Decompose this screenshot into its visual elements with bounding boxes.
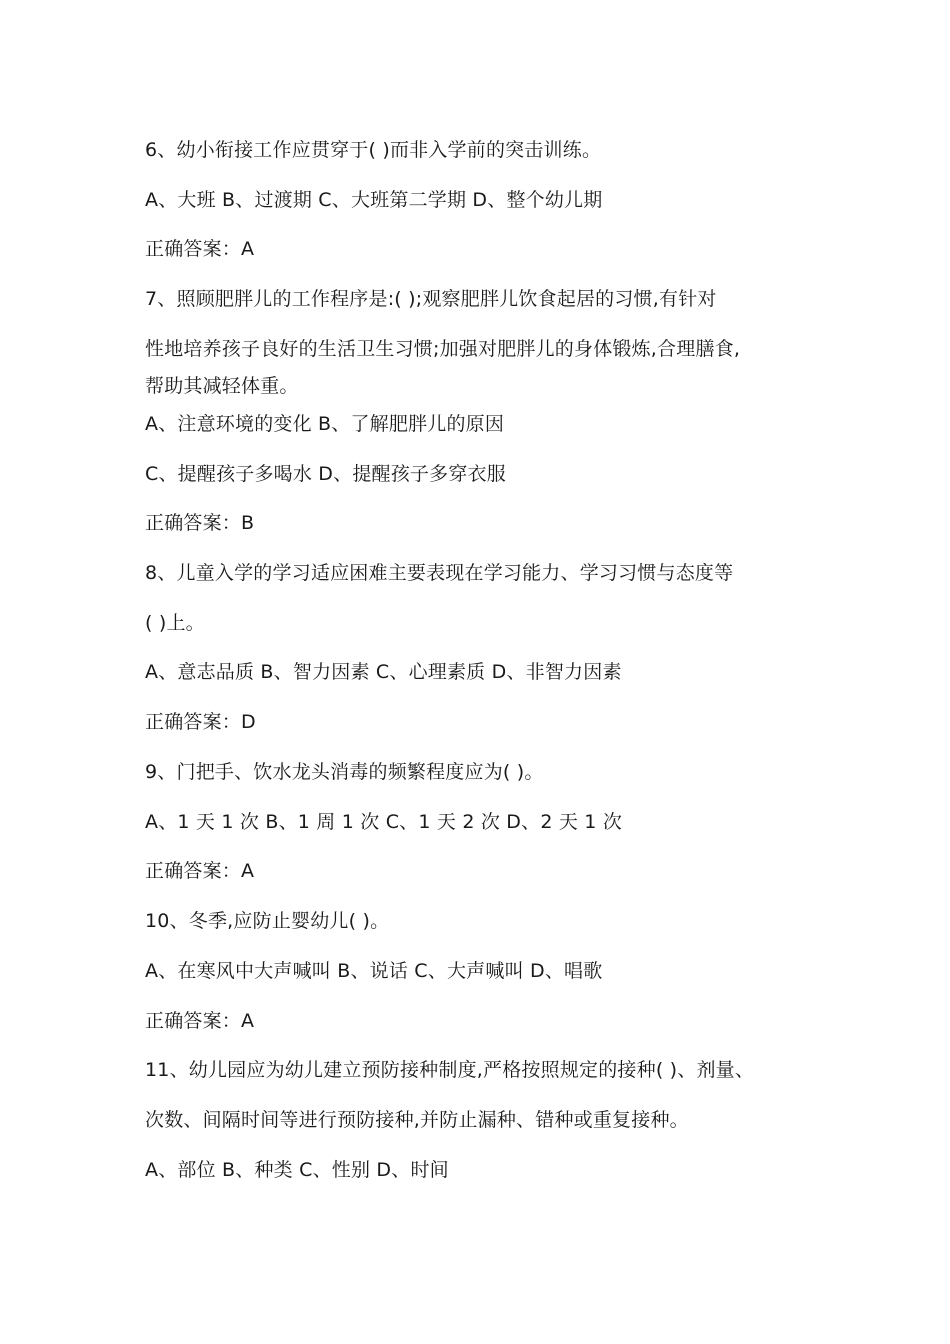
q6-answer: 正确答案：A — [145, 238, 255, 260]
q11-question-line1: 11、幼儿园应为幼儿建立预防接种制度,严格按照规定的接种( )、剂量、 — [145, 1059, 755, 1081]
q9-answer: 正确答案：A — [145, 860, 255, 882]
q9-options: A、1 天 1 次 B、1 周 1 次 C、1 天 2 次 D、2 天 1 次 — [145, 811, 623, 833]
q7-question-line1: 7、照顾肥胖儿的工作程序是:( );观察肥胖儿饮食起居的习惯,有针对 — [145, 288, 717, 310]
q8-answer: 正确答案：D — [145, 711, 256, 733]
q10-answer: 正确答案：A — [145, 1010, 255, 1032]
q6-question: 6、幼小衔接工作应贯穿于( )而非入学前的突击训练。 — [145, 139, 602, 161]
q11-question-line2: 次数、间隔时间等进行预防接种,并防止漏种、错种或重复接种。 — [145, 1109, 689, 1131]
q7-options-line1: A、注意环境的变化 B、了解肥胖儿的原因 — [145, 413, 505, 435]
q6-options: A、大班 B、过渡期 C、大班第二学期 D、整个幼儿期 — [145, 189, 603, 211]
q10-options: A、在寒风中大声喊叫 B、说话 C、大声喊叫 D、唱歌 — [145, 960, 603, 982]
q8-question-line2: ( )上。 — [145, 612, 205, 634]
q7-question-line2: 性地培养孩子良好的生活卫生习惯;加强对肥胖儿的身体锻炼,合理膳食, — [145, 338, 741, 360]
q9-question: 9、门把手、饮水龙头消毒的频繁程度应为( )。 — [145, 761, 544, 783]
q7-answer: 正确答案：B — [145, 512, 255, 534]
q11-options: A、部位 B、种类 C、性别 D、时间 — [145, 1159, 449, 1181]
q7-question-line3: 帮助其减轻体重。 — [145, 375, 299, 397]
q10-question: 10、冬季,应防止婴幼儿( )。 — [145, 910, 390, 932]
q7-options-line2: C、提醒孩子多喝水 D、提醒孩子多穿衣服 — [145, 463, 506, 485]
q8-question-line1: 8、儿童入学的学习适应困难主要表现在学习能力、学习习惯与态度等 — [145, 562, 734, 584]
q8-options: A、意志品质 B、智力因素 C、心理素质 D、非智力因素 — [145, 661, 622, 683]
